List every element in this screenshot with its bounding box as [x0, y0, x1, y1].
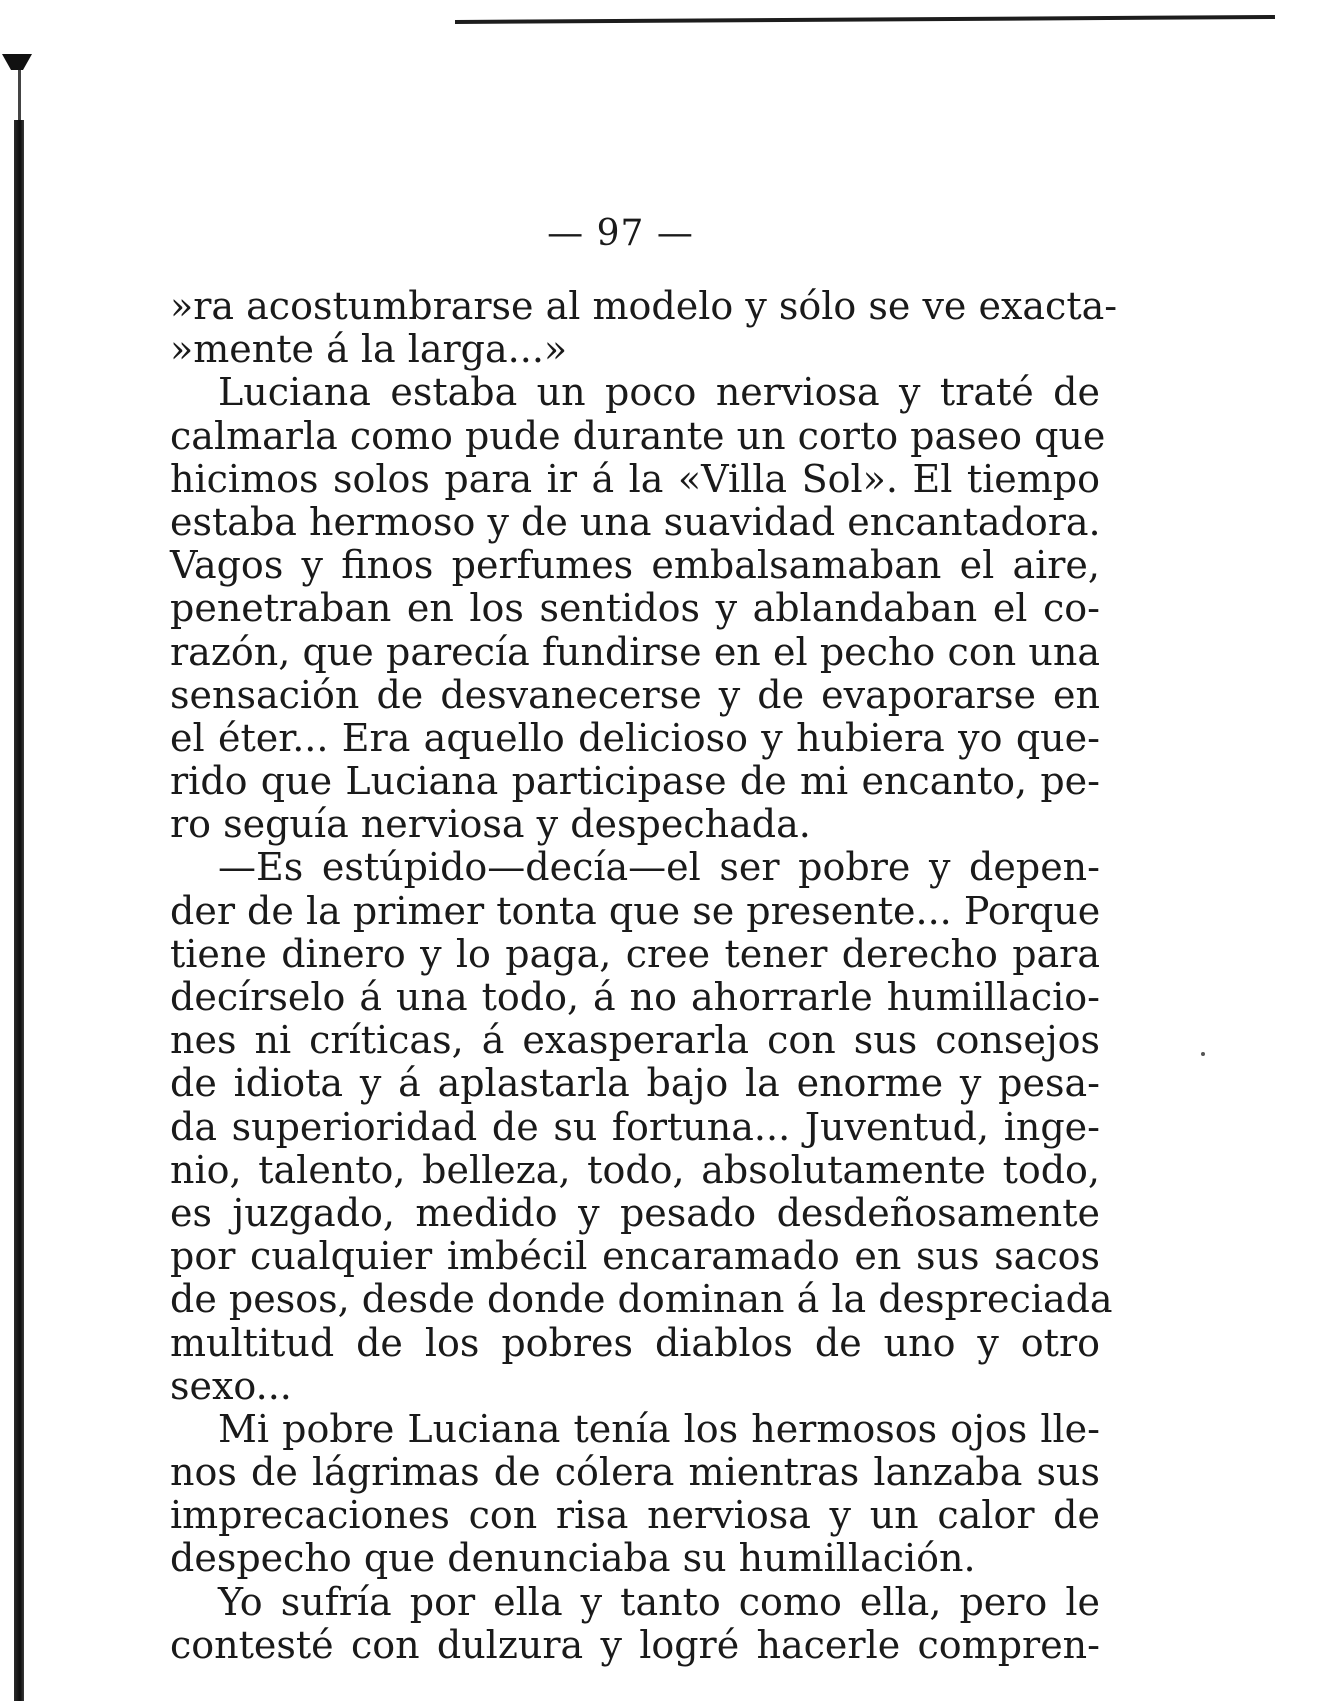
text-line: despecho que denunciaba su humillación. — [170, 1536, 976, 1581]
text-line: »mente á la larga...» — [170, 327, 568, 372]
text-line: es juzgado, medido y pesado desdeñosamente — [170, 1190, 1100, 1235]
text-line: calmarla como pude durante un corto paseo que — [170, 413, 1106, 458]
text-line: estaba hermoso y de una suavidad encantadora. — [170, 499, 1101, 544]
text-line: sexo... — [170, 1363, 292, 1408]
text-line: penetraban en los sentidos y ablandaban el co- — [170, 586, 1100, 631]
top-rule — [455, 15, 1275, 24]
text-line: contesté con dulzura y logré hacerle compren- — [170, 1622, 1100, 1667]
text-line: nio, talento, belleza, todo, absolutamente todo, — [170, 1147, 1100, 1192]
text-line: Vagos y finos perfumes embalsamaban el aire, — [170, 543, 1100, 588]
text-line: nes ni críticas, á exasperarla con sus consejos — [170, 1018, 1100, 1063]
text-line: tiene dinero y lo paga, cree tener derecho para — [170, 931, 1100, 976]
text-line: sensación de desvanecerse y de evaporarse en — [170, 672, 1100, 717]
text-line: ro seguía nerviosa y despechada. — [170, 802, 811, 847]
text-line: rido que Luciana participase de mi encanto, pe- — [170, 759, 1100, 804]
text-line: hicimos solos para ir á la «Villa Sol». El tiempo — [170, 456, 1100, 501]
text-line: Yo sufría por ella y tanto como ella, pero le — [218, 1579, 1100, 1624]
page-number: — 97 — — [547, 213, 694, 254]
text-line: Luciana estaba un poco nerviosa y traté de — [218, 370, 1100, 415]
text-line: nos de lágrimas de cólera mientras lanzaba sus — [170, 1450, 1100, 1495]
body-text — [170, 284, 1118, 1667]
text-line: da superioridad de su fortuna... Juventud, inge- — [170, 1104, 1100, 1149]
text-line: de pesos, desde donde dominan á la despreciada — [170, 1277, 1113, 1322]
text-line: —Es estúpido—decía—el ser pobre y depen- — [218, 845, 1100, 890]
text-line: »ra acostumbrarse al modelo y sólo se ve exacta- — [170, 284, 1118, 328]
binding-edge — [14, 120, 24, 1701]
text-line: Mi pobre Luciana tenía los hermosos ojos lle- — [218, 1406, 1100, 1451]
text-line: imprecaciones con risa nerviosa y un calor de — [170, 1493, 1100, 1538]
text-line: der de la primer tonta que se presente... Porque — [170, 888, 1101, 933]
text-line: por cualquier imbécil encaramado en sus sacos — [170, 1234, 1100, 1279]
text-line: de idiota y á aplastarla bajo la enorme y pesa- — [170, 1061, 1100, 1106]
binding-edge-top — [2, 54, 32, 70]
text-line: razón, que parecía fundirse en el pecho con una — [170, 629, 1100, 674]
text-line: decírselo á una todo, á no ahorrarle humillacio- — [170, 975, 1100, 1019]
text-line: multitud de los pobres diablos de uno y otro — [170, 1320, 1100, 1365]
paper-speck — [1201, 1052, 1205, 1056]
text-line: el éter... Era aquello delicioso y hubiera yo que- — [170, 715, 1100, 760]
